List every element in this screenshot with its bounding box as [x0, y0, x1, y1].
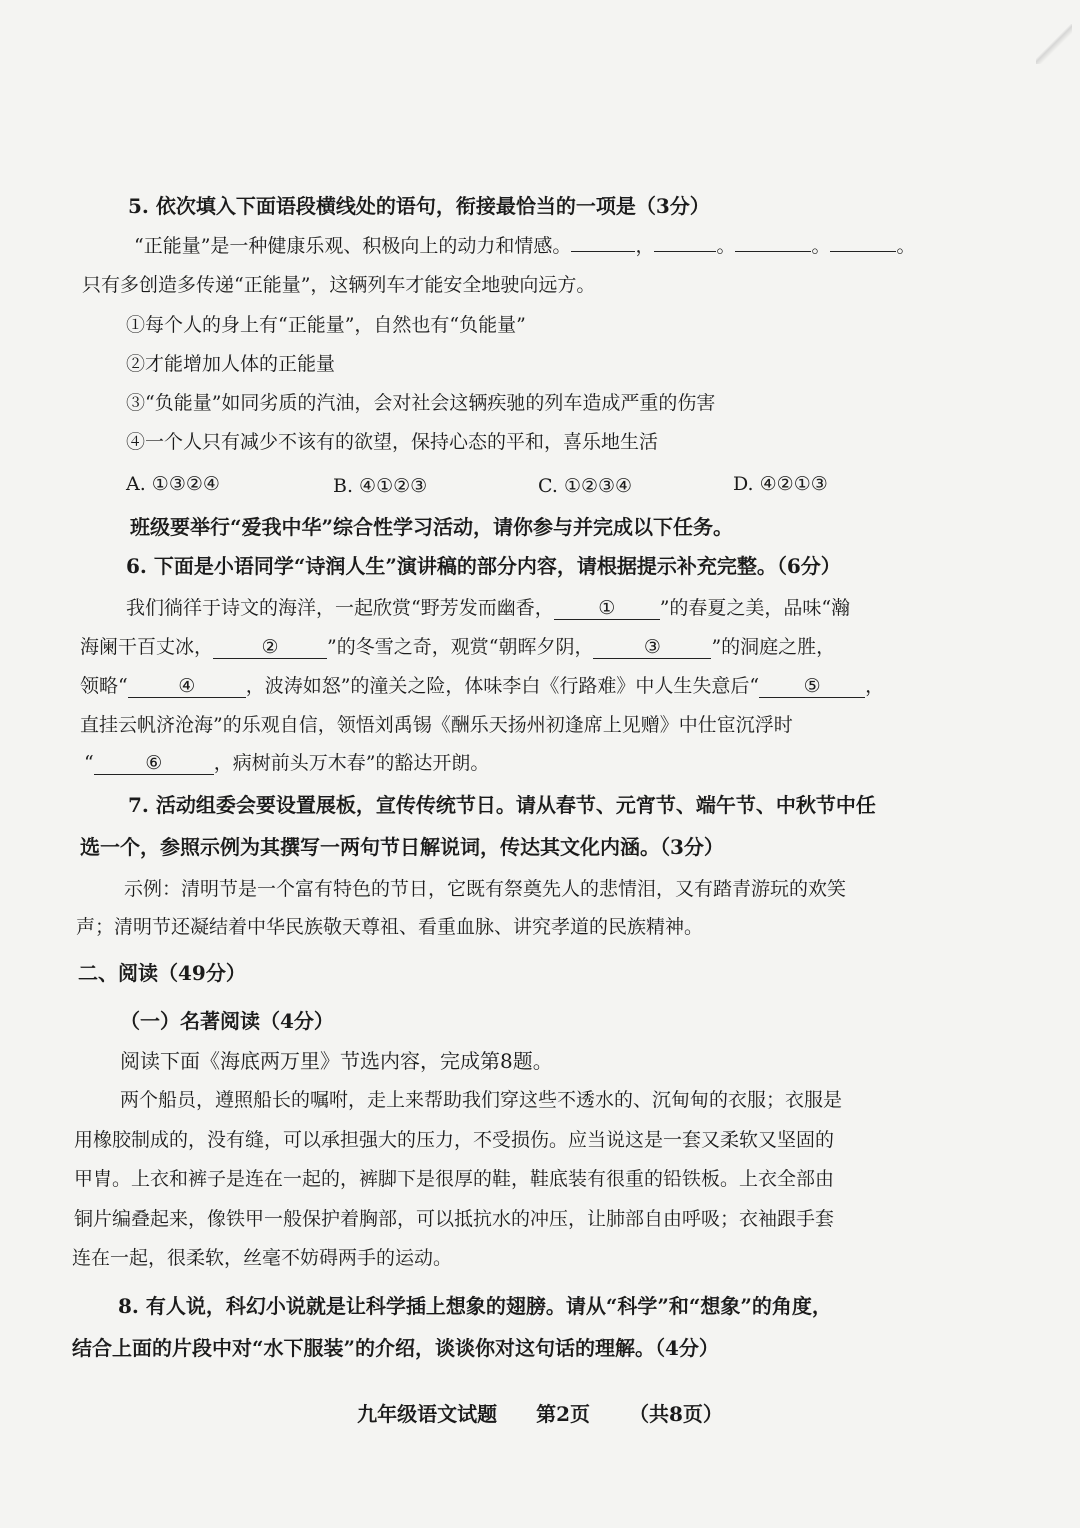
q8-stem-2: 结合上面的片段中对“水下服装”的介绍，谈谈你对这句话的理解。（4分）: [72, 1336, 719, 1360]
q8-stem-1: 8. 有人说，科幻小说就是让科学插上想象的翅膀。请从“科学”和“想象”的角度，: [118, 1294, 832, 1318]
passage-line-3: 甲胄。上衣和裤子是连在一起的，裤脚下是很厚的鞋，鞋底装有很重的铅铁板。上衣全部由: [74, 1168, 835, 1190]
passage-line-1: 两个船员，遵照船长的嘱咐，走上来帮助我们穿这些不透水的、沉甸甸的衣服；衣服是: [120, 1089, 843, 1111]
passage-line-2: 用橡胶制成的，没有缝，可以承担强大的压力，不受损伤。应当说这是一套又柔软又坚固的: [74, 1129, 835, 1151]
q6-text-1b: ”的春夏之美，品味“瀚: [659, 597, 851, 619]
q6-text-1a: 我们徜徉于诗文的海洋，一起欣赏“野芳发而幽香，: [126, 597, 554, 619]
q5-blank-4[interactable]: [830, 233, 896, 252]
q5-sep-1: ，: [635, 235, 655, 257]
reading-intro: 阅读下面《海底两万里》节选内容，完成第8题。: [120, 1049, 553, 1073]
q6-text-5b: ，病树前头万木春”的豁达开朗。: [213, 752, 490, 774]
q5-blank-1[interactable]: [571, 233, 635, 252]
activity-intro: 班级要举行“爱我中华”综合性学习活动，请你参与并完成以下任务。: [130, 515, 734, 539]
q6-text-2c: ”的洞庭之胜，: [711, 636, 836, 658]
scan-corner-mark: [1036, 24, 1072, 64]
q5-sep-4: 。: [896, 235, 916, 257]
q7-example-1: 示例：清明节是一个富有特色的节日，它既有祭奠先人的悲情泪，又有踏青游玩的欢笑: [124, 878, 847, 900]
q5-blank-2[interactable]: [654, 233, 716, 252]
q5-option-c[interactable]: C. ①②③④: [538, 475, 633, 497]
q6-text-2b: ”的冬雪之奇，观赏“朝晖夕阴，: [327, 636, 594, 658]
q7-stem-2: 选一个，参照示例为其撰写一两句节日解说词，传达其文化内涵。（3分）: [80, 835, 724, 859]
section-heading: 二、阅读（49分）: [78, 961, 246, 985]
q6-text-3a: 领略“: [80, 675, 128, 697]
q5-paragraph-start: [134, 233, 916, 259]
q6-line-2: [80, 634, 835, 660]
q6-blank-5[interactable]: ⑤: [759, 675, 865, 698]
page-footer: [0, 1398, 1080, 1427]
q5-sep-3: 。: [811, 235, 831, 257]
q6-text-5a: “: [84, 752, 94, 774]
q5-paragraph-end: 只有多创造多传递“正能量”，这辆列车才能安全地驶向远方。: [82, 274, 596, 296]
q6-blank-4[interactable]: ④: [128, 675, 246, 698]
part-heading: （一）名著阅读（4分）: [120, 1009, 334, 1033]
passage-line-5: 连在一起，很柔软，丝毫不妨碍两手的运动。: [72, 1247, 453, 1269]
q5-option-a[interactable]: A. ①③②④: [126, 473, 220, 495]
footer-title: 九年级语文试题: [357, 1402, 498, 1426]
q6-blank-3[interactable]: ③: [593, 636, 711, 659]
q7-stem-1: 7. 活动组委会要设置展板，宣传传统节日。请从春节、元宵节、端午节、中秋节中任: [128, 793, 876, 817]
q6-stem: 6. 下面是小语同学“诗润人生”演讲稿的部分内容，请根据提示补充完整。（6分）: [126, 554, 841, 578]
q6-text-2a: 海阑干百丈冰，: [80, 636, 214, 658]
q5-option-b[interactable]: B. ④①②③: [333, 475, 428, 497]
q5-item-3: ③“负能量”如同劣质的汽油，会对社会这辆疾驰的列车造成严重的伤害: [126, 392, 716, 414]
passage-line-4: 铜片编叠起来，像铁甲一般保护着胸部，可以抵抗水的冲压，让肺部自由呼吸；衣袖跟手套: [74, 1208, 835, 1230]
q6-blank-2[interactable]: ②: [213, 636, 327, 659]
footer-page-number: 第2页: [536, 1402, 590, 1426]
q5-sep-2: 。: [716, 235, 736, 257]
q6-line-5: [84, 750, 489, 776]
q6-text-3c: ，: [865, 675, 885, 697]
q6-line-4: 直挂云帆济沧海”的乐观自信，领悟刘禹锡《酬乐天扬州初逢席上见赠》中仕宦沉浮时: [80, 714, 793, 736]
q6-blank-6[interactable]: ⑥: [94, 752, 214, 775]
q5-item-1: ①每个人的身上有“正能量”，自然也有“负能量”: [126, 314, 526, 336]
q6-line-1: [126, 595, 850, 621]
q5-option-d[interactable]: D. ④②①③: [733, 473, 828, 495]
q5-blank-3[interactable]: [735, 233, 811, 252]
q7-example-2: 声；清明节还凝结着中华民族敬天尊祖、看重血脉、讲究孝道的民族精神。: [76, 916, 704, 938]
q6-blank-1[interactable]: ①: [554, 597, 660, 620]
q5-stem: 5. 依次填入下面语段横线处的语句，衔接最恰当的一项是（3分）: [128, 194, 710, 218]
footer-total-pages: （共8页）: [628, 1402, 723, 1426]
q6-line-3: [80, 673, 884, 699]
q6-text-3b: ，波涛如怒”的潼关之险，体味李白《行路难》中人生失意后“: [245, 675, 760, 697]
q5-item-4: ④一个人只有减少不该有的欲望，保持心态的平和，喜乐地生活: [126, 431, 659, 453]
q5-item-2: ②才能增加人体的正能量: [126, 353, 336, 375]
q5-para-text: “正能量”是一种健康乐观、积极向上的动力和情感。: [134, 235, 572, 257]
